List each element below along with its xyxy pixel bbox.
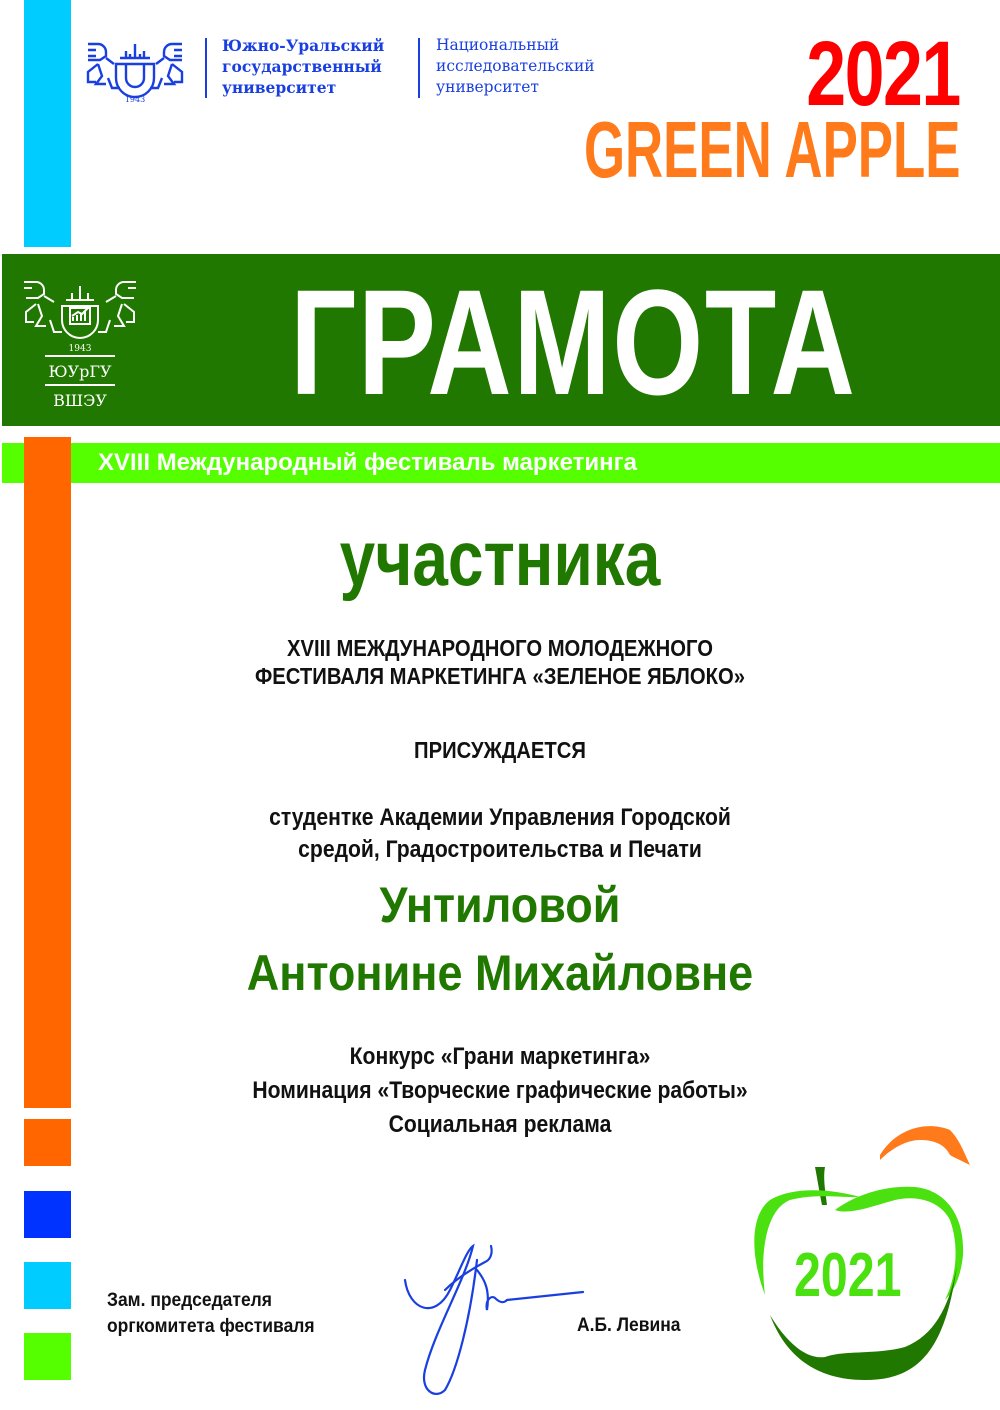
signer-role-line-1: Зам. председателя	[107, 1290, 272, 1311]
festival-line-2: ФЕСТИВАЛЯ МАРКЕТИНГА «ЗЕЛЕНОЕ ЯБЛОКО»	[255, 663, 745, 689]
signer-name: А.Б. Левина	[577, 1315, 681, 1336]
participant-heading: участника	[339, 514, 661, 602]
awarded-label: ПРИСУЖДАЕТСЯ	[414, 737, 586, 763]
event-year: 2021	[806, 23, 960, 125]
event-name: GREEN APPLE	[583, 105, 960, 194]
university-status-line-2: исследовательский	[436, 57, 595, 75]
recipient-surname: Унтиловой	[379, 877, 621, 933]
university-name	[222, 35, 384, 98]
logo-divider-2	[418, 38, 420, 98]
signature-icon	[395, 1240, 595, 1400]
signer-role	[107, 1288, 315, 1340]
festival-strip-text: XVIII Международный фестиваль маркетинга	[98, 449, 637, 476]
apple-logo-year: 2021	[794, 1241, 902, 1310]
university-name-line-3: университет	[222, 78, 337, 97]
category-line: Социальная реклама	[388, 1111, 612, 1138]
cyan-top-bar	[24, 0, 71, 247]
university-status-line-3: университет	[436, 78, 539, 96]
university-logo	[80, 34, 190, 104]
signer-role-line-2: оргкомитета фестиваля	[107, 1316, 315, 1337]
cyan-square	[24, 1262, 71, 1309]
green-square	[24, 1333, 71, 1380]
student-affiliation	[130, 802, 869, 866]
university-status-line-1: Национальный	[436, 36, 560, 54]
orange-long-bar-overlay	[24, 437, 71, 487]
logo-divider-1	[205, 38, 207, 98]
blue-square	[24, 1191, 71, 1238]
orange-square	[24, 1119, 71, 1166]
school-crest-icon	[20, 266, 140, 416]
svg-text:1943: 1943	[124, 95, 146, 104]
svg-text:ВШЭУ: ВШЭУ	[53, 391, 107, 410]
orange-long-bar	[24, 437, 71, 1108]
university-name-line-2: государственный	[222, 57, 382, 76]
contest-line: Конкурс «Грани маркетинга»	[349, 1043, 651, 1070]
festival-line-1: XVIII МЕЖДУНАРОДНОГО МОЛОДЕЖНОГО	[286, 635, 714, 661]
svg-text:ЮУрГУ: ЮУрГУ	[48, 362, 112, 381]
handwritten-signature	[395, 1240, 595, 1400]
student-line-1: студентке Академии Управления Городской	[269, 804, 731, 831]
university-crest-icon	[80, 34, 190, 104]
university-name-line-1: Южно-Уральский	[222, 36, 385, 55]
recipient-given-names: Антонине Михайловне	[246, 945, 754, 1001]
student-line-2: средой, Градостроительства и Печати	[298, 836, 702, 863]
svg-text:1943: 1943	[68, 344, 92, 354]
festival-name	[130, 634, 869, 690]
university-status	[436, 35, 595, 98]
nomination-line: Номинация «Творческие графические работы»	[252, 1077, 748, 1104]
certificate-title: ГРАМОТА	[290, 258, 857, 426]
school-logo	[20, 266, 140, 416]
